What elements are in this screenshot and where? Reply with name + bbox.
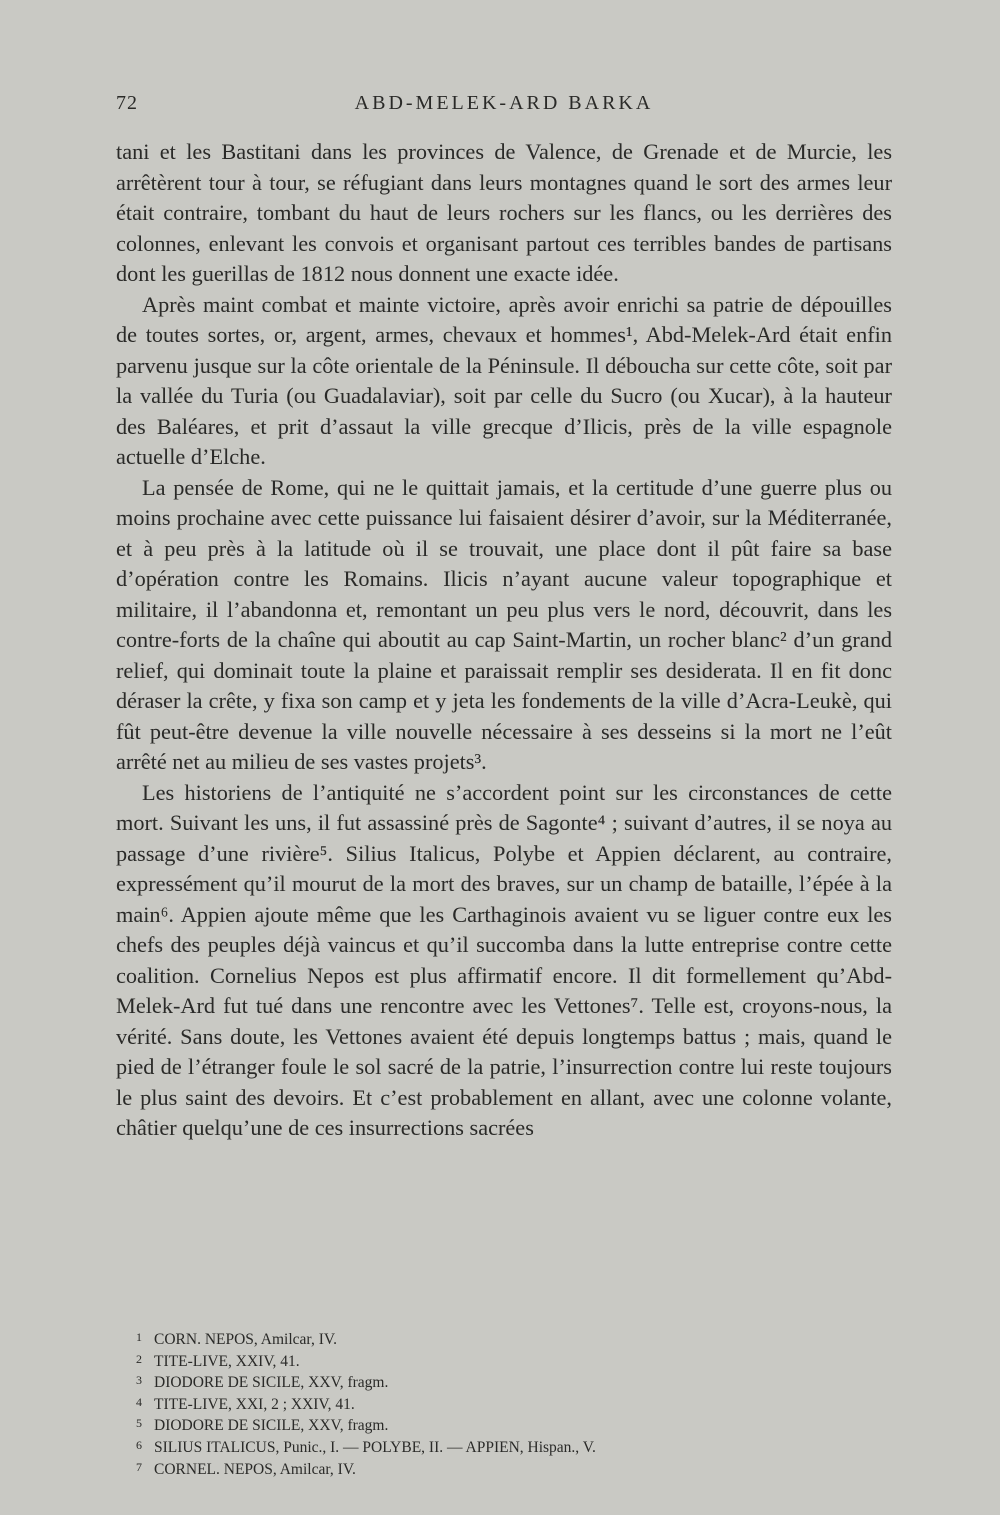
paragraph: Les historiens de l’antiquité ne s’accordent point sur les circonstances de cette mort. Suivant les uns, il fut assassiné près de Sagonte⁴ ; suivant d’autres, il se noya au passage d’une rivière⁵. Silius Italicus, Polybe et Appien déclarent, au contraire, expressément qu’il mourut de la mort des braves, sur un champ de bataille, l’épée à la main⁶. Appien ajoute même que les Carthaginois avaient vu se liguer contre eux les chefs des peuples déjà vaincus et qu’il succomba dans la lutte entreprise contre cette coalition. Cornelius Nepos est plus affirmatif encore. Il dit formellement qu’Abd-Melek-Ard fut tué dans une rencontre avec les Vettones⁷. Telle est, croyons-nous, la vérité. Sans doute, les Vettones avaient été depuis longtemps battus ; mais, quand le pied de l’étranger foule le sol sacré de la patrie, l’insurrection contre lui reste toujours le plus saint des devoirs. Et c’est probablement en allant, avec une colonne volante, châtier quelqu’une de ces insurrections sacrées (116, 779, 892, 1140)
paragraph: Après maint combat et mainte victoire, après avoir enrichi sa patrie de dépouilles de toutes sortes, or, argent, armes, chevaux et hommes¹, Abd-Melek-Ard était enfin parvenu jusque sur la côte orientale de la Péninsule. Il déboucha sur cette côte, soit par la vallée du Turia (ou Guadalaviar), soit par celle du Sucro (ou Xucar), à la hauteur des Baléares, et prit d’assaut la ville grecque d’Ilicis, près de la ville espagnole actuelle d’Elche. (116, 291, 892, 469)
footnote (136, 1328, 876, 1350)
footnote-text: DIODORE DE SICILE, XXV, fragm. (154, 1417, 389, 1435)
footnote-text: TITE-LIVE, XXIV, 41. (154, 1352, 300, 1370)
footnote (136, 1414, 876, 1436)
footnote-text: SILIUS ITALICUS, Punic., I. — POLYBE, II. — APPIEN, Hispan., V. (154, 1438, 596, 1456)
body-text (116, 137, 892, 1144)
footnote (136, 1436, 876, 1458)
footnote (136, 1350, 876, 1372)
footnote (136, 1393, 876, 1415)
footnote (136, 1371, 876, 1393)
footnote-text: DIODORE DE SICILE, XXV, fragm. (154, 1374, 389, 1392)
footnote-text: CORNEL. NEPOS, Amilcar, IV. (154, 1460, 356, 1478)
footnote-number: 7 (136, 1459, 142, 1474)
footnote-number: 6 (136, 1437, 142, 1452)
paragraph: La pensée de Rome, qui ne le quittait jamais, et la certitude d’une guerre plus ou moins prochaine avec cette puissance lui faisaient désirer d’avoir, sur la Méditerranée, et à peu près à la latitude où il se trouvait, une place dont il pût faire sa base d’opération contre les Romains. Ilicis n’ayant aucune valeur topographique et militaire, il l’abandonna et, remontant un peu plus vers le nord, découvrit, dans les contre-forts de la chaîne qui aboutit au cap Saint-Martin, un rocher blanc² d’un grand relief, qui dominait toute la plaine et paraissait remplir ses desiderata. Il en fit donc déraser la crête, y fixa son camp et y jeta les fondements de la ville d’Acra-Leukè, qui fût peut-être devenue la ville nouvelle nécessaire à ses desseins si la mort ne l’eût arrêté net au milieu de ses vastes projets³. (116, 474, 892, 774)
running-title: ABD-MELEK-ARD BARKA (354, 92, 654, 114)
footnote-number: 3 (136, 1373, 142, 1388)
footnote-number: 4 (136, 1394, 142, 1409)
page-number: 72 (116, 92, 138, 114)
footnote-number: 5 (136, 1416, 142, 1431)
footnote (136, 1458, 876, 1480)
footnote-text: TITE-LIVE, XXI, 2 ; XXIV, 41. (154, 1395, 355, 1413)
paragraph: tani et les Bastitani dans les provinces de Valence, de Grenade et de Murcie, les arrêtèrent tour à tour, se réfugiant dans leurs montagnes quand le sort des armes leur était contraire, tombant du haut de leurs rochers sur les flancs, ou les derrières des colonnes, enlevant les convois et organisant partout ces terribles bandes de partisans dont les guerillas de 1812 nous donnent une exacte idée. (116, 139, 892, 286)
footnotes (136, 1328, 876, 1479)
footnote-number: 1 (136, 1330, 142, 1344)
page-header (116, 92, 892, 128)
footnote-number: 2 (136, 1351, 142, 1366)
footnote-text: CORN. NEPOS, Amilcar, IV. (154, 1331, 337, 1348)
